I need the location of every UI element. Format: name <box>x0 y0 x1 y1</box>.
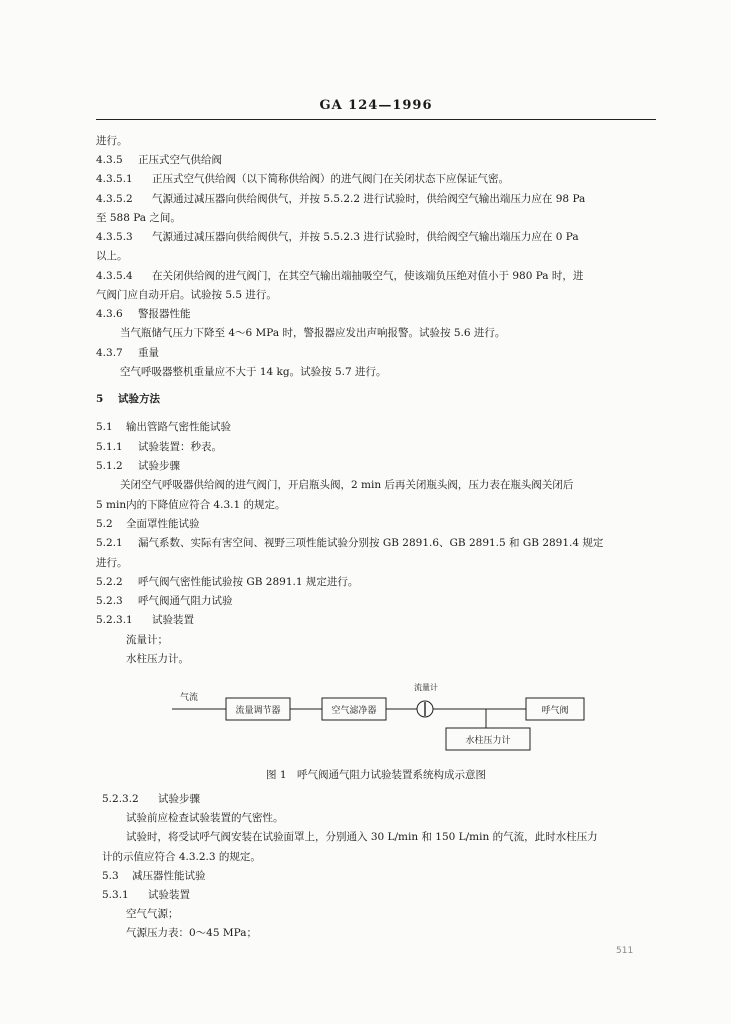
flowmeter-label: 流量计 <box>414 683 438 692</box>
section-heading: 5.3 减压器性能试验 <box>102 870 206 882</box>
section-heading: 5.1 输出管路气密性能试验 <box>96 421 231 433</box>
page-number: 511 <box>616 946 634 956</box>
text-line: 流量计； <box>126 634 168 646</box>
chapter-heading: 5 试验方法 <box>96 393 160 405</box>
clause-line: 5.1.1 试验装置：秒表。 <box>96 441 222 453</box>
text-line: 进行。 <box>96 135 128 147</box>
text-line: 关闭空气呼吸器供给阀的进气阀门，开启瓶头阀，2 min 后再关闭瓶头阀，压力表在瓶头阀关闭后 <box>120 479 574 491</box>
section-heading: 4.3.7 重量 <box>96 347 159 359</box>
clause-line: 4.3.5.2 气源通过减压器向供给阀供气，并按 5.5.2.2 进行试验时，供给阀空气输出端压力应在 98 Pa <box>96 193 586 205</box>
text-line: 空气呼吸器整机重量应不大于 14 kg。试验按 5.7 进行。 <box>120 366 387 378</box>
page-header-title: GA 124—1996 <box>319 98 433 113</box>
section-heading: 4.3.6 警报器性能 <box>96 308 191 320</box>
text-line: 进行。 <box>96 557 128 569</box>
inlet-label: 气流 <box>180 693 199 703</box>
text-line: 当气瓶储气压力下降至 4～6 MPa 时，警报器应发出声响报警。试验按 5.6 进行。 <box>120 327 506 339</box>
clause-line: 5.2.3.1 试验装置 <box>96 614 194 626</box>
text-line: 空气气源； <box>126 908 179 920</box>
clause-line: 5.2.1 漏气系数、实际有害空间、视野三项性能试验分别按 GB 2891.6、GB 2891.5 和 GB 2891.4 规定 <box>96 537 604 549</box>
flow-regulator-label: 流量调节器 <box>235 706 281 716</box>
text-line: 试验时，将受试呼气阀安装在试验面罩上，分别通入 30 L/min 和 150 L/min 的气流，此时水柱压力 <box>126 831 598 843</box>
clause-line: 5.2.3.2 试验步骤 <box>102 793 200 805</box>
section-heading: 4.3.5 正压式空气供给阀 <box>96 154 222 166</box>
text-line: 气阀门应自动开启。试验按 5.5 进行。 <box>96 289 277 301</box>
text-line: 气源压力表：0～45 MPa； <box>126 927 257 939</box>
clause-line: 4.3.5.1 正压式空气供给阀（以下简称供给阀）的进气阀门在关闭状态下应保证气密。 <box>96 173 509 185</box>
text-line: 5 min内的下降值应符合 4.3.1 的规定。 <box>96 499 286 511</box>
clause-line: 4.3.5.3 气源通过减压器向供给阀供气，并按 5.5.2.3 进行试验时，供给阀空气输出端压力应在 0 Pa <box>96 231 579 243</box>
header-divider <box>96 119 656 120</box>
figure-1-diagram <box>170 680 590 760</box>
text-line: 至 588 Pa 之间。 <box>96 212 181 224</box>
text-line: 以上。 <box>96 250 128 262</box>
water-gauge-label: 水柱压力计 <box>465 736 511 746</box>
clause-line: 5.1.2 试验步骤 <box>96 460 180 472</box>
clause-line: 5.2.3 呼气阀通气阻力试验 <box>96 595 233 607</box>
air-purifier-label: 空气滤净器 <box>331 706 377 716</box>
figure-caption: 图 1 呼气阀通气阻力试验装置系统构成示意图 <box>265 769 487 781</box>
clause-line: 5.2.2 呼气阀气密性能试验按 GB 2891.1 规定进行。 <box>96 576 359 588</box>
exhalation-valve-label: 呼气阀 <box>541 706 569 716</box>
clause-line: 4.3.5.4 在关闭供给阀的进气阀门，在其空气输出端抽吸空气，使该端负压绝对值小于 980 Pa 时，进 <box>96 270 584 282</box>
text-line: 水柱压力计。 <box>126 653 189 665</box>
section-heading: 5.2 全面罩性能试验 <box>96 518 200 530</box>
text-line: 试验前应检查试验装置的气密性。 <box>126 812 284 824</box>
clause-line: 5.3.1 试验装置 <box>102 889 190 901</box>
text-line: 计的示值应符合 4.3.2.3 的规定。 <box>102 851 261 863</box>
